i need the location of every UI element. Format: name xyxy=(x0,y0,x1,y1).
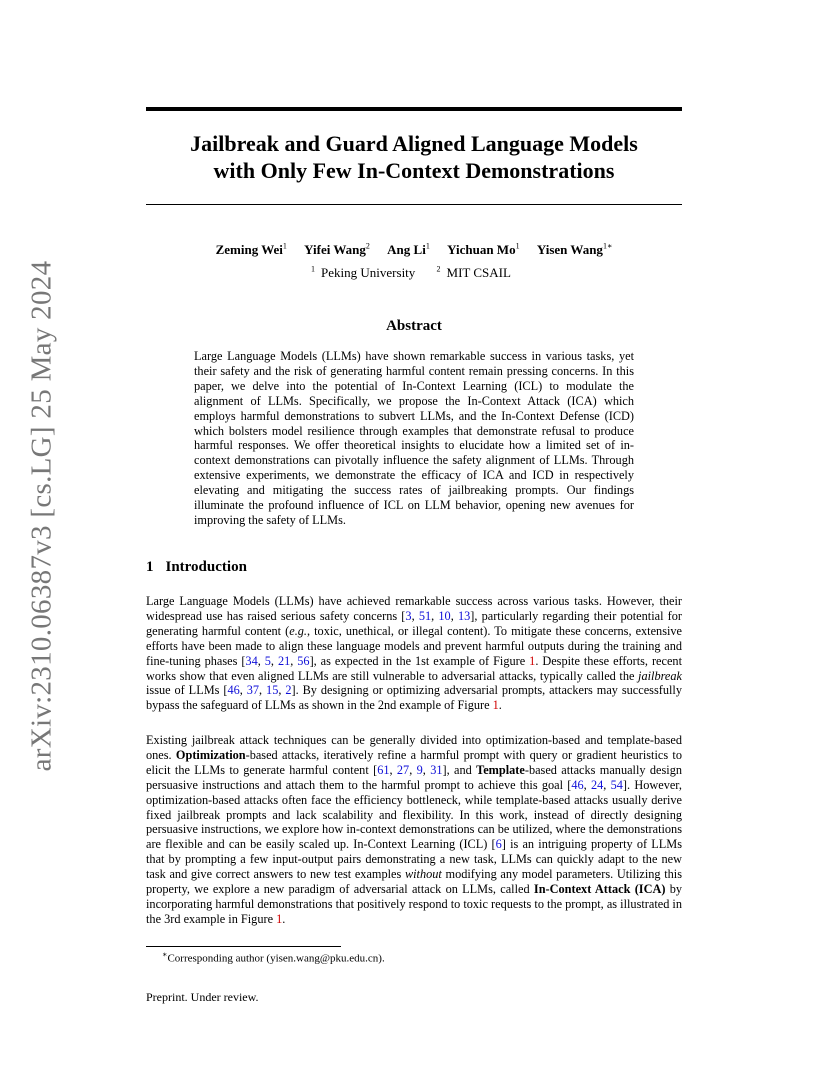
citation-link[interactable]: 2 xyxy=(285,683,292,698)
footnote-rule xyxy=(146,946,341,947)
citation-link[interactable]: 27 xyxy=(396,762,410,777)
citation-link[interactable]: 3 xyxy=(405,608,412,623)
citation-link[interactable]: 6 xyxy=(495,837,502,852)
author-list xyxy=(146,242,682,258)
citation-link[interactable]: 15 xyxy=(266,683,279,698)
citation-link[interactable]: 10 xyxy=(438,608,451,623)
abstract-text: Large Language Models (LLMs) have shown remarkable success in various tasks, yet their safety and the risk of generating harmful content remain pressing concerns. In this paper, we delve into the potential of In-Context Learning (ICL) to modulate the alignment of LLMs. Specifically, we propose the In-Context Attack (ICA) which employs harmful demonstrations to subvert LLMs, and the In-Context Defense (ICD) which bolsters model resilience through examples that demonstrate refusal to produce harmful responses. We offer theoretical insights to elucidate how a limited set of in-context demonstrations can pivotally influence the safety alignment of LLMs. Through extensive experiments, we demonstrate the efficacy of ICA and ICD in respectively elevating and mitigating the success rates of jailbreaking prompts. Our findings illuminate the profound influence of ICL on LLM behavior, opening new avenues for improving the safety of LLMs. xyxy=(194,349,634,527)
affiliation: $^1$ Peking University xyxy=(311,265,416,281)
title-rule-top xyxy=(146,107,682,111)
citation-link[interactable]: 31 xyxy=(430,762,443,777)
title-line-1: Jailbreak and Guard Aligned Language Models xyxy=(190,131,638,156)
intro-paragraph-1: Large Language Models (LLMs) have achieved remarkable success across various tasks. However, their widespread use has raised serious safety concerns [3, 51, 10, 13], particularly regarding their potential for generating harmful content (e.g., toxic, unethical, or illegal content). To mitigate these concerns, extensive efforts have been made to align these language models and prevent harmful outputs during the training and fine-tuning phases [34, 5, 21, 56], as expected in the 1st example of Figure 1. Despite these efforts, recent works show that even aligned LLMs are still vulnerable to adversarial attacks, typically called the jailbreak issue of LLMs [46, 37, 15, 2]. By designing or optimizing adversarial prompts, attackers may successfully bypass the safeguard of LLMs as shown in the 2nd example of Figure 1. xyxy=(146,594,683,713)
citation-link[interactable]: 5 xyxy=(264,653,271,668)
title-rule-bottom xyxy=(146,204,682,205)
citation-link[interactable]: 24 xyxy=(591,777,604,792)
citation-link[interactable]: 56 xyxy=(297,653,310,668)
preprint-notice: Preprint. Under review. xyxy=(146,990,259,1004)
citation-link[interactable]: 51 xyxy=(418,608,432,623)
author: Yichuan Mo$^1$ xyxy=(447,242,520,258)
author: Yisen Wang$^{1∗}$ xyxy=(536,242,613,258)
figure-ref-link[interactable]: 1 xyxy=(529,653,536,668)
citation-link[interactable]: 46 xyxy=(571,777,584,792)
figure-ref-link[interactable]: 1 xyxy=(492,698,499,713)
citation-link[interactable]: 61 xyxy=(377,762,390,777)
footnote: ∗Corresponding author (yisen.wang@pku.edu.cn). xyxy=(162,950,385,965)
citation-link[interactable]: 13 xyxy=(457,608,471,623)
affiliations xyxy=(146,265,682,281)
abstract-heading: Abstract xyxy=(386,318,442,334)
author: Zeming Wei$^1$ xyxy=(215,242,287,258)
author: Yifei Wang$^2$ xyxy=(304,242,370,258)
citation-link[interactable]: 46 xyxy=(227,683,240,698)
paper-title xyxy=(146,130,682,184)
citation-link[interactable]: 37 xyxy=(246,683,260,698)
figure-ref-link[interactable]: 1 xyxy=(276,911,283,926)
citation-link[interactable]: 21 xyxy=(277,653,291,668)
title-line-2: with Only Few In-Context Demonstrations xyxy=(213,158,615,183)
intro-paragraph-2: Existing jailbreak attack techniques can be generally divided into optimization-based and template-based ones. Optimization-based attacks, iteratively refine a harmful prompt with query or gradient heuristics to elicit the LLMs to generate harmful content [61, 27, 9, 31], and Template-based attacks manually design persuasive instructions and attach them to the harmful prompt to achieve this goal [46, 24, 54]. However, optimization-based attacks often face the efficiency bottleneck, while template-based attacks usually derive fixed jailbreak prompts and lack scalability and flexibility. In this work, instead of directly designing persuasive instructions, we explore how in-context demonstrations can be utilized, where the demonstrations are flexible and can be easily scaled up. In-Context Learning (ICL) [6] is an intriguing property of LLMs that by prompting a few input-output pairs demonstrating a new task, LLMs can quickly adapt to the new task and give correct answers to new test examples without modifying any model parameters. Utilizing this property, we explore a new paradigm of adversarial attack on LLMs, called In-Context Attack (ICA) by incorporating harmful demonstrations that positively respond to toxic requests to the prompt, as illustrated in the 3rd example in Figure 1. xyxy=(146,733,683,926)
author: Ang Li$^1$ xyxy=(387,242,430,258)
section-heading: 1 Introduction xyxy=(146,559,247,575)
citation-link[interactable]: 54 xyxy=(610,777,623,792)
citation-link[interactable]: 34 xyxy=(245,653,258,668)
citation-link[interactable]: 9 xyxy=(416,762,423,777)
affiliation: $^2$ MIT CSAIL xyxy=(436,265,511,281)
